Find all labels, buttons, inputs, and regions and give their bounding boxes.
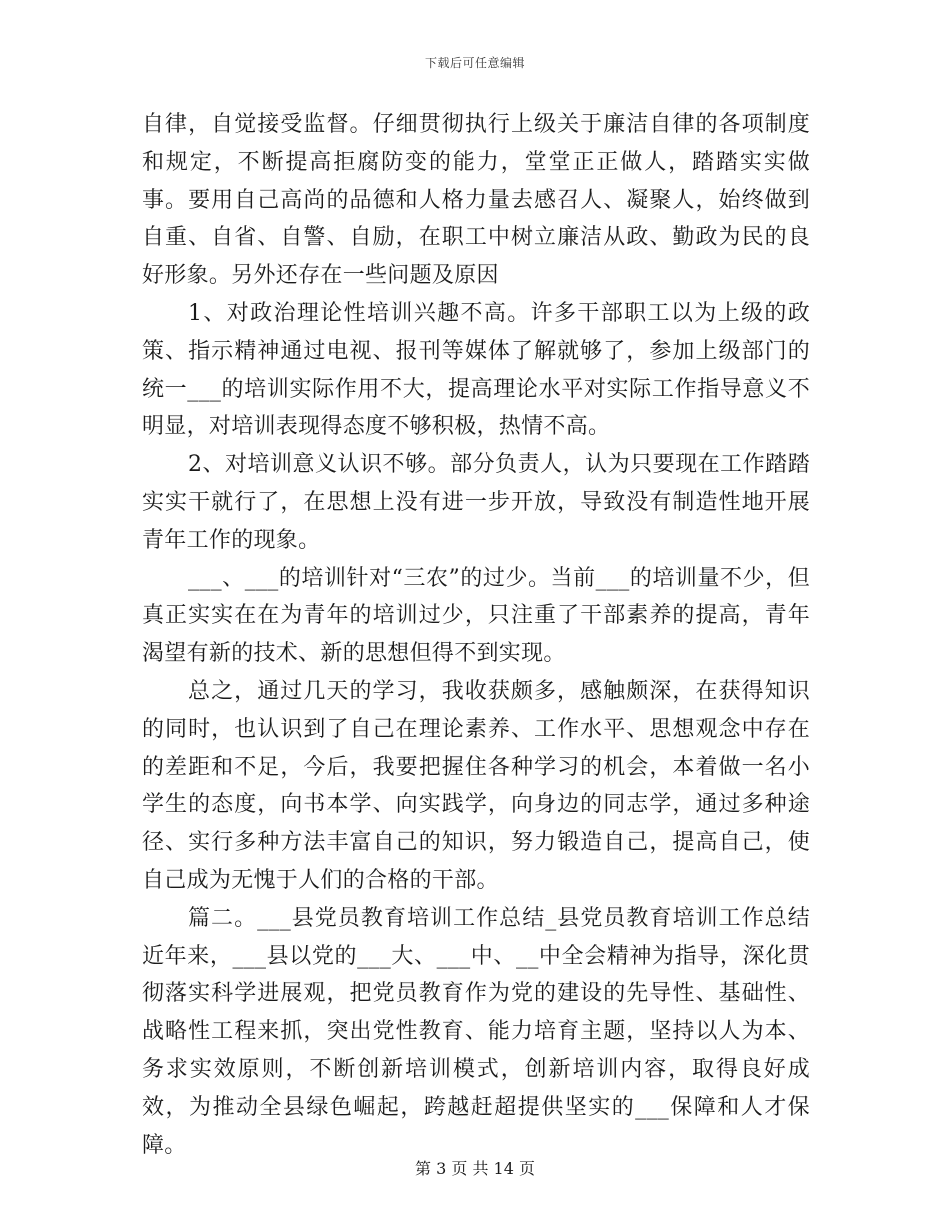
page-number: 第 3 页 共 14 页 [415,1159,535,1178]
paragraph-conclusion: 总之，通过几天的学习，我收获颇多，感触颇深，在获得知识的同时，也认识到了自己在理论素养、工作水平、思想观念中存在的差距和不足，今后，我要把握住各种学习的机会，本着做一名小学生的态度，向书本学、向实践学，向身边的同志学，通过多种途径、实行多种方法丰富自己的知识，努力锻造自己，提高自己，使自己成为无愧于人们的合格的干部。 [142,678,810,893]
paragraph-part-two: 篇二。___县党员教育培训工作总结_县党员教育培训工作总结近年来，___县以党的___大、___中、__中全会精神为指导，深化贯彻落实科学进展观，把党员教育作为党的建设的先导性、基础性、战略性工程来抓，突出党性教育、能力培育主题，坚持以人为本、务求实效原则，不断创新培训模式，创新培训内容，取得良好成效，为推动全县绿色崛起，跨越赶超提供坚实的___保障和人才保障。 [142,905,810,1158]
paragraph-issue-1: 1、对政治理论性培训兴趣不高。许多干部职工以为上级的政策、指示精神通过电视、报刊等媒体了解就够了，参加上级部门的统一___的培训实际作用不大，提高理论水平对实际工作指导意义不明显，对培训表现得态度不够积极，热情不高。 [142,300,810,440]
document-body [142,106,810,1164]
page-header-note: 下载后可任意编辑 [424,56,525,70]
paragraph-issue-3: ___、___的培训针对“三农”的过少。当前___的培训量不少，但真正实实在在为青年的培训过少，只注重了干部素养的提高，青年渴望有新的技术、新的思想但得不到实现。 [142,565,810,667]
paragraph-issue-2: 2、对培训意义认识不够。部分负责人，认为只要现在工作踏踏实实干就行了，在思想上没有进一步开放，导致没有制造性地开展青年工作的现象。 [142,452,810,553]
paragraph-continuation: 自律，自觉接受监督。仔细贯彻执行上级关于廉洁自律的各项制度和规定，不断提高拒腐防变的能力，堂堂正正做人，踏踏实实做事。要用自己高尚的品德和人格力量去感召人、凝聚人，始终做到自重、自省、自警、自励，在职工中树立廉洁从政、勤政为民的良好形象。另外还存在一些问题及原因 [142,112,810,289]
